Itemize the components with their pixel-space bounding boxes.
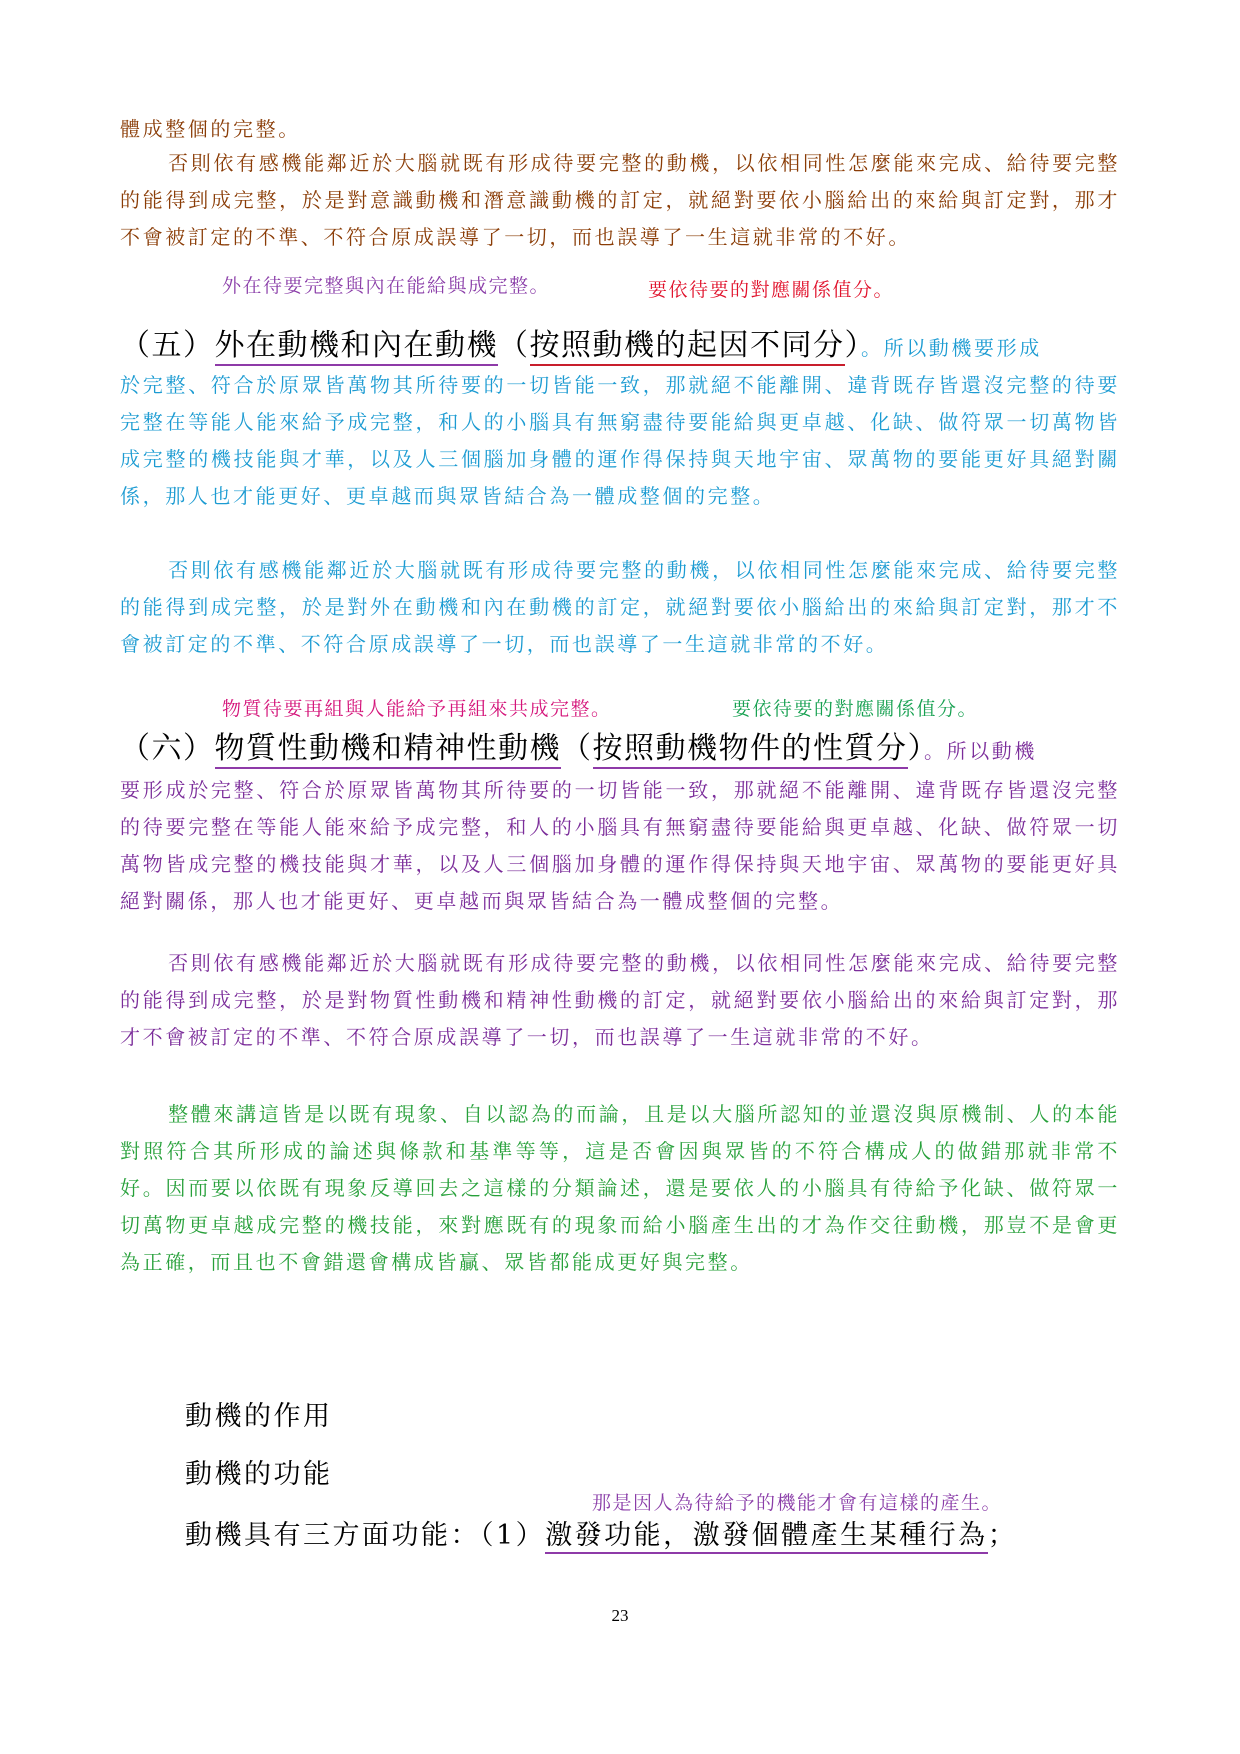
- paragraph-summary: 整體來講這皆是以既有現象、自以認為的而論，且是以大腦所認知的並還沒與原機制、人的本能對照符合其所形成的論述與條款和基準等等，這是否會因與眾皆的不符合構成人的做錯那就非常不好。因而要以依既有現象反導回去之這樣的分類論述，還是要依人的小腦具有待給予化缺、做符眾一切萬物更卓越成完整的機技能，來對應既有的現象而給小腦產生出的才為作交往動機，那豈不是會更為正確，而且也不會錯還會構成皆贏、眾皆都能成更好與完整。: [120, 1102, 1120, 1274]
- heading-motive-function: 動機的功能: [185, 1459, 333, 1490]
- section-criterion: 按照動機的起因不同分: [530, 328, 845, 366]
- paren-close: ）: [907, 731, 924, 766]
- paragraph-section6-body: 要形成於完整、符合於原眾皆萬物其所待要的一切皆能一致，那就絕不能離開、違背既存皆還沒完整的待要完整在等能人能來給予成完整，和人的小腦具有無窮盡待要能給與更卓越、化缺、做符眾一切萬物皆成完整的機技能與才華，以及人三個腦加身體的運作得保持與天地宇宙、眾萬物的要能更好具絕對關係，那人也才能更好、更卓越而與眾皆結合為一體成整個的完整。: [120, 778, 1120, 913]
- section-heading-5: [120, 320, 1120, 370]
- annotation-value-division-2: 要依待要的對應關係值分。: [732, 698, 979, 720]
- paren-close: ）: [844, 328, 861, 363]
- function-excitation: 激發功能，激發個體產生某種行為: [545, 1520, 988, 1554]
- paragraph-section5-body: 於完整、符合於原眾皆萬物其所待要的一切皆能一致，那就絕不能離開、違背既存皆還沒完整的待要完整在等能人能來給予成完整，和人的小腦具有無窮盡待要能給與更卓越、化缺、做符眾一切萬物皆成完整的機技能與才華，以及人三個腦加身體的運作得保持與天地宇宙、眾萬物的要能更好具絕對關係，那人也才能更好、更卓越而與眾皆結合為一體成整個的完整。: [120, 373, 1120, 508]
- annotation-value-division: 要依待要的對應關係值分。: [648, 279, 895, 301]
- paragraph-intro: 體成整個的完整。: [120, 117, 301, 141]
- section-lead-text: 。所以動機要形成: [861, 336, 1042, 360]
- section-number: （六）: [120, 731, 215, 766]
- functions-prefix: 動機具有三方面功能：（1）: [185, 1520, 546, 1551]
- paragraph-conscious-motives: 否則依有感機能鄰近於大腦就既有形成待要完整的動機，以依相同性怎麼能來完成、給待要完整的能得到成完整，於是對意識動機和潛意識動機的訂定，就絕對要依小腦給出的來給與訂定對，那才不會被訂定的不準、不符合原成誤導了一切，而也誤導了一生這就非常的不好。: [120, 151, 1120, 249]
- functions-suffix: ；: [987, 1520, 1018, 1551]
- section-heading-6: [120, 723, 1120, 773]
- heading-motive-role: 動機的作用: [185, 1401, 333, 1432]
- page-number: 23: [611, 1606, 629, 1625]
- section-criterion: 按照動機物件的性質分: [593, 731, 908, 769]
- paren-open: （: [498, 328, 530, 363]
- section-title: 物質性動機和精神性動機: [215, 731, 562, 769]
- paren-open: （: [561, 731, 593, 766]
- section-lead-text: 。所以動機: [924, 739, 1037, 763]
- annotation-material-regroup: 物質待要再組與人能給予再組來共成完整。: [222, 698, 612, 720]
- section-number: （五）: [120, 328, 215, 363]
- annotation-mechanism: 那是因人為待給予的機能才會有這樣的產生。: [592, 1492, 1003, 1514]
- paragraph-section5-otherwise: 否則依有感機能鄰近於大腦就既有形成待要完整的動機，以依相同性怎麼能來完成、給待要完整的能得到成完整，於是對外在動機和內在動機的訂定，就絕對要依小腦給出的來給與訂定對，那才不會被訂定的不準、不符合原成誤導了一切，而也誤導了一生這就非常的不好。: [120, 558, 1120, 656]
- section-title: 外在動機和內在動機: [215, 328, 499, 366]
- line-three-functions: [185, 1513, 1017, 1552]
- annotation-external-internal: 外在待要完整與內在能給與成完整。: [222, 275, 551, 297]
- paragraph-section6-otherwise: 否則依有感機能鄰近於大腦就既有形成待要完整的動機，以依相同性怎麼能來完成、給待要完整的能得到成完整，於是對物質性動機和精神性動機的訂定，就絕對要依小腦給出的來給與訂定對，那才不會被訂定的不準、不符合原成誤導了一切，而也誤導了一生這就非常的不好。: [120, 951, 1120, 1049]
